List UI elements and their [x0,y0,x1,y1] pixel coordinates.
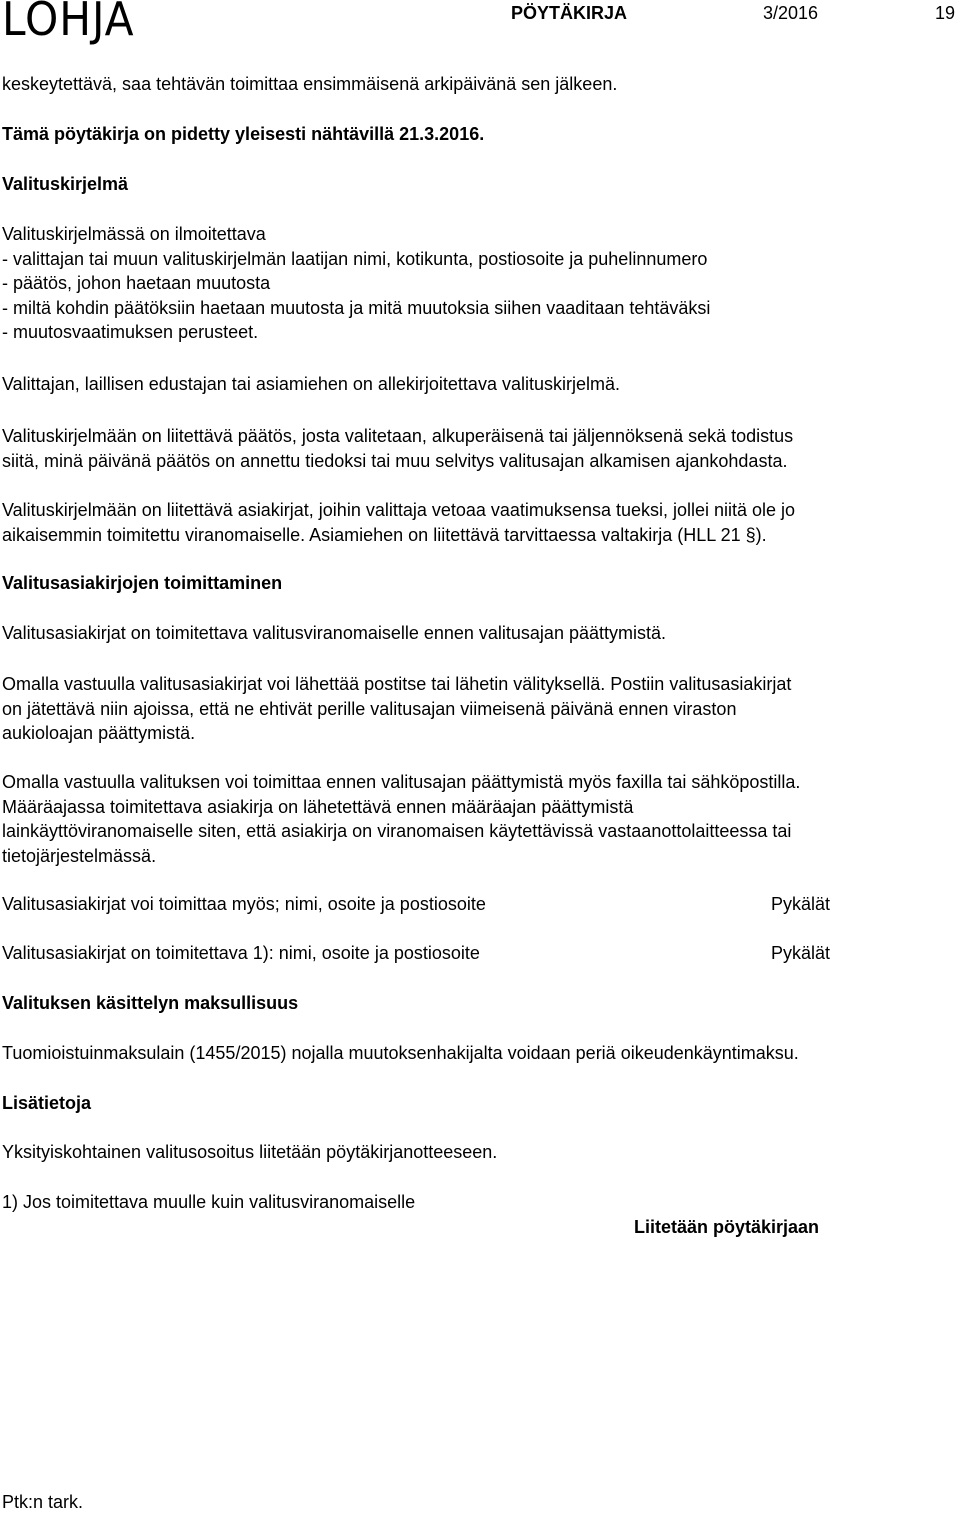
paragraph-line: aikaisemmin toimitettu viranomaiselle. Asiamiehen on liitettävä tarvittaessa valtakirja (HLL 21 §). [2,524,767,545]
paragraph-line: Määräajassa toimitettava asiakirja on lähetettävä ennen määräajan päättymistä [2,796,634,817]
document-type: PÖYTÄKIRJA [511,3,628,23]
valituskirjelma-requirements [2,222,710,345]
paragraph-line: lainkäyttöviranomaiselle siten, että asiakirja on viranomaisen käytettävissä vastaanottolaitteessa tai [2,821,792,841]
delivery-address-label-2: Valitusasiakirjat on toimitettava 1): nimi, osoite ja postiosoite [2,943,480,963]
delivery-address-label-1: Valitusasiakirjat voi toimittaa myös; nimi, osoite ja postiosoite [2,894,486,914]
attachment-paragraph-1 [2,424,793,473]
public-notice: Tämä pöytäkirja on pidetty yleisesti nähtävillä 21.3.2016. [2,124,485,144]
signing-requirement: Valittajan, laillisen edustajan tai asiamiehen on allekirjoitettava valituskirjelmä. [2,374,620,394]
attachment-paragraph-2 [2,498,795,547]
delivery-paragraph-3 [2,770,800,868]
issue-number: 3/2016 [763,3,819,23]
section-heading-maksullisuus: Valituksen käsittelyn maksullisuus [2,993,299,1013]
requirement-line: - miltä kohdin päätöksiin haetaan muutosta ja mitä muutoksia siihen vaaditaan tehtäväksi [2,297,711,318]
footnote: 1) Jos toimitettava muulle kuin valitusviranomaiselle [2,1192,416,1212]
delivery-paragraph-1: Valitusasiakirjat on toimitettava valitusviranomaiselle ennen valitusajan päättymistä. [2,623,666,643]
paragraph-line: Valituskirjelmään on liitettävä päätös, josta valitetaan, alkuperäisenä tai jäljennöksenä sekä todistus [2,426,794,446]
paragraph-line: Omalla vastuulla valituksen voi toimittaa ennen valitusajan päättymistä myös faxilla tai sähköpostilla. [2,772,801,792]
delivery-address-value-2: Pykälät [771,943,831,963]
requirement-line: - muutosvaatimuksen perusteet. [2,322,259,342]
paragraph-line: Omalla vastuulla valitusasiakirjat voi lähettää postitse tai lähetin välityksellä. Postiin valitusasiakirjat [2,674,792,694]
section-heading-toimittaminen: Valitusasiakirjojen toimittaminen [2,573,283,593]
delivery-address-value-1: Pykälät [771,894,831,914]
paragraph-line: tietojärjestelmässä. [2,845,157,866]
delivery-paragraph-2 [2,672,791,746]
requirement-line: - päätös, johon haetaan muutosta [2,273,271,293]
paragraph-line: Valituskirjelmään on liitettävä asiakirjat, joihin valittaja vetoaa vaatimuksensa tueksi, jollei niitä ole jo [2,500,796,520]
paragraph-line: on jätettävä niin ajoissa, että ne ehtivät perille valitusajan viimeisenä päivänä ennen viraston [2,698,737,719]
logo: LOHJA [2,0,135,46]
paragraph-line: aukioloajan päättymistä. [2,723,196,743]
page-number: 19 [935,3,956,23]
section-heading-valituskirjelma: Valituskirjelmä [2,174,129,194]
requirement-line: - valittajan tai muun valituskirjelmän laatijan nimi, kotikunta, postiosoite ja puhelinnumero [2,248,708,269]
intro-line: keskeytettävä, saa tehtävän toimittaa ensimmäisenä arkipäivänä sen jälkeen. [2,74,618,94]
fee-text: Tuomioistuinmaksulain (1455/2015) nojalla muutoksenhakijalta voidaan periä oikeudenkäyntimaksu. [2,1043,799,1063]
requirement-line: Valituskirjelmässä on ilmoitettava [2,224,266,244]
additional-info-text: Yksityiskohtainen valitusosoitus liitetään pöytäkirjanotteeseen. [2,1142,498,1162]
attachment-note: Liitetään pöytäkirjaan [634,1217,820,1237]
minutes-check-label: Ptk:n tark. [2,1492,84,1512]
section-heading-lisatietoja: Lisätietoja [2,1093,92,1113]
paragraph-line: siitä, minä päivänä päätös on annettu tiedoksi tai muu selvitys valitusajan alkamisen ajankohdasta. [2,450,788,471]
